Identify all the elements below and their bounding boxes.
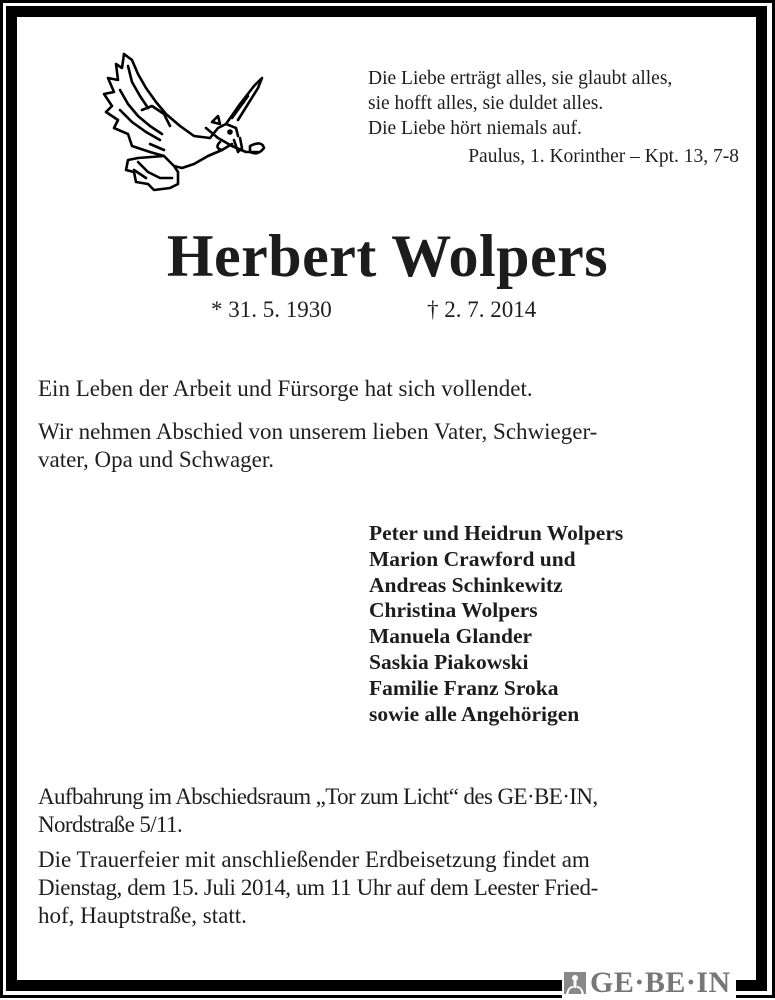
mourner-name: Manuela Glander — [369, 624, 533, 649]
mourner-name: sowie alle Angehörigen — [369, 701, 580, 726]
gebein-logo-text: GE·BE·IN — [590, 966, 731, 999]
paragraph-farewell — [38, 418, 743, 474]
text-line: vater, Opa und Schwager. — [38, 447, 275, 472]
mourner-name: Saskia Piakowski — [369, 649, 529, 674]
text-line: Wir nehmen Abschied von unserem lieben Vater, Schwieger- — [38, 419, 598, 444]
quote-line: Die Liebe erträgt alles, sie glaubt alles, — [368, 68, 673, 89]
bible-quote — [368, 66, 743, 169]
mourner-name: Peter und Heidrun Wolpers — [369, 521, 624, 545]
text-line: hof, Hauptstraße, statt. — [38, 903, 247, 928]
gebein-logo — [562, 966, 736, 1000]
mourner-name: Christina Wolpers — [369, 598, 538, 623]
paragraph-funeral — [38, 846, 743, 930]
quote-source: Paulus, 1. Korinther – Kpt. 13, 7-8 — [468, 146, 739, 167]
birth-date: * 31. 5. 1930 — [211, 297, 332, 322]
gebein-logo-icon — [564, 972, 586, 994]
mourner-name: Marion Crawford und — [369, 546, 576, 571]
mourner-name: Familie Franz Sroka — [369, 675, 559, 700]
text-line: Nordstraße 5/11. — [38, 812, 183, 837]
mourner-name: Andreas Schinkewitz — [369, 572, 563, 597]
text-line: Ein Leben der Arbeit und Fürsorge hat sich vollendet. — [38, 376, 533, 401]
death-date: † 2. 7. 2014 — [427, 297, 537, 322]
paragraph-viewing — [38, 783, 743, 839]
dove-with-olive-branch-icon — [98, 48, 266, 196]
mourners-list — [369, 521, 623, 727]
quote-line: sie hofft alles, sie duldet alles. — [368, 93, 604, 114]
text-line: Aufbahrung im Abschiedsraum „Tor zum Licht“ des GE·BE·IN, — [38, 784, 598, 809]
text-line: Die Trauerfeier mit anschließender Erdbeisetzung findet am — [38, 847, 590, 872]
deceased-name: Herbert Wolpers — [166, 223, 609, 289]
paragraph-life — [38, 375, 743, 403]
quote-line: Die Liebe hört niemals auf. — [368, 118, 582, 139]
text-line: Dienstag, dem 15. Juli 2014, um 11 Uhr auf dem Leester Fried- — [38, 875, 598, 900]
